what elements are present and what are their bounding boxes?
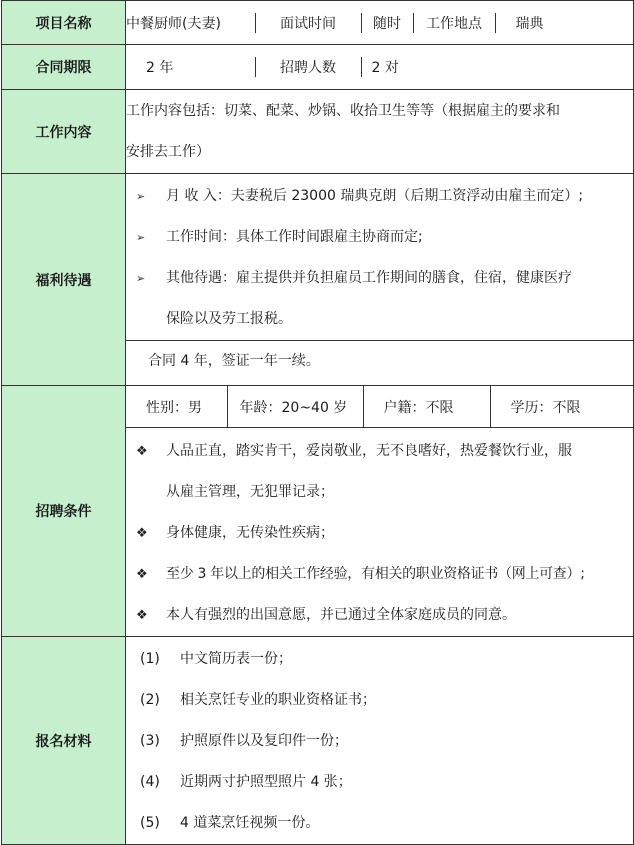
requirements-list (126, 427, 633, 636)
work-content-line-2: 安排去工作） (126, 143, 210, 160)
diamond-bullet-icon: ❖ (136, 608, 148, 623)
label-interview-time: 面试时间 (255, 13, 361, 33)
req-hukou: 户籍：不限 (363, 386, 490, 427)
benefits-list (126, 174, 633, 340)
benefit-item-other: ➢ 其他待遇：雇主提供并负担雇员工作期间的膳食，住宿，健康医疗 (136, 258, 633, 299)
arrow-bullet-icon: ➢ (136, 272, 146, 285)
diamond-bullet-icon: ❖ (136, 526, 148, 541)
location-value: 瑞典 (495, 13, 633, 33)
benefit-item-hours: ➢ 工作时间：具体工作时间跟雇主协商而定; (136, 217, 633, 258)
interview-value: 随时 (361, 13, 413, 33)
material-item-4: (4) 近期两寸护照型照片 4 张； (140, 774, 352, 790)
recruitment-table (1, 0, 634, 845)
contract-row (126, 57, 633, 77)
work-content (126, 90, 634, 174)
label-headcount: 招聘人数 (255, 57, 361, 77)
req-item-health: ❖ 身体健康，无传染性疾病； (136, 513, 633, 554)
benefit-item-other-cont: 保险以及劳工报税。 (166, 311, 292, 327)
headcount-value: 2 对 (361, 57, 633, 77)
diamond-bullet-icon: ❖ (136, 444, 148, 459)
contract-note: 合同 4 年，签证一年一续。 (126, 340, 633, 382)
contract-period-value: 2 年 (146, 60, 174, 76)
req-item-character: ❖ 人品正直，踏实肯干，爱岗敬业，无不良嗜好，热爱餐饮行业，服 (136, 431, 633, 472)
material-item-5: (5) 4 道菜烹饪视频一份。 (140, 815, 320, 831)
work-content-line-1: 工作内容包括：切菜、配菜、炒锅、收拾卫生等等（根据雇主的要求和 (126, 102, 560, 119)
req-item-willingness: ❖ 本人有强烈的出国意愿，并已通过全体家庭成员的同意。 (136, 595, 633, 636)
benefit-item-salary: ➢ 月 收 入：夫妻税后 23000 瑞典克朗（后期工资浮动由雇主而定）; (136, 176, 633, 217)
label-application-materials: 报名材料 (2, 637, 126, 845)
label-project-name: 项目名称 (2, 1, 126, 45)
requirements-basic-row (126, 386, 633, 427)
req-age: 年龄：20~40 岁 (227, 386, 363, 427)
req-education: 学历：不限 (490, 386, 633, 427)
label-contract-period: 合同期限 (2, 45, 126, 90)
header-row (126, 13, 633, 33)
material-item-3: (3) 护照原件以及复印件一份； (140, 733, 348, 749)
label-work-location: 工作地点 (413, 13, 495, 33)
arrow-bullet-icon: ➢ (136, 190, 146, 203)
material-item-2: (2) 相关烹饪专业的职业资格证书； (140, 692, 376, 708)
label-work-content: 工作内容 (2, 90, 126, 174)
materials-list (126, 637, 634, 845)
label-requirements: 招聘条件 (2, 386, 126, 637)
req-gender: 性别：男 (146, 399, 202, 416)
project-value: 中餐厨师(夫妻) (126, 15, 221, 32)
label-benefits: 福利待遇 (2, 174, 126, 386)
material-item-1: (1) 中文简历表一份； (140, 651, 292, 667)
arrow-bullet-icon: ➢ (136, 231, 146, 244)
req-item-experience: ❖ 至少 3 年以上的相关工作经验，有相关的职业资格证书（网上可查）; (136, 554, 633, 595)
diamond-bullet-icon: ❖ (136, 567, 148, 582)
req-item-character-cont: 从雇主管理，无犯罪记录； (166, 484, 334, 500)
